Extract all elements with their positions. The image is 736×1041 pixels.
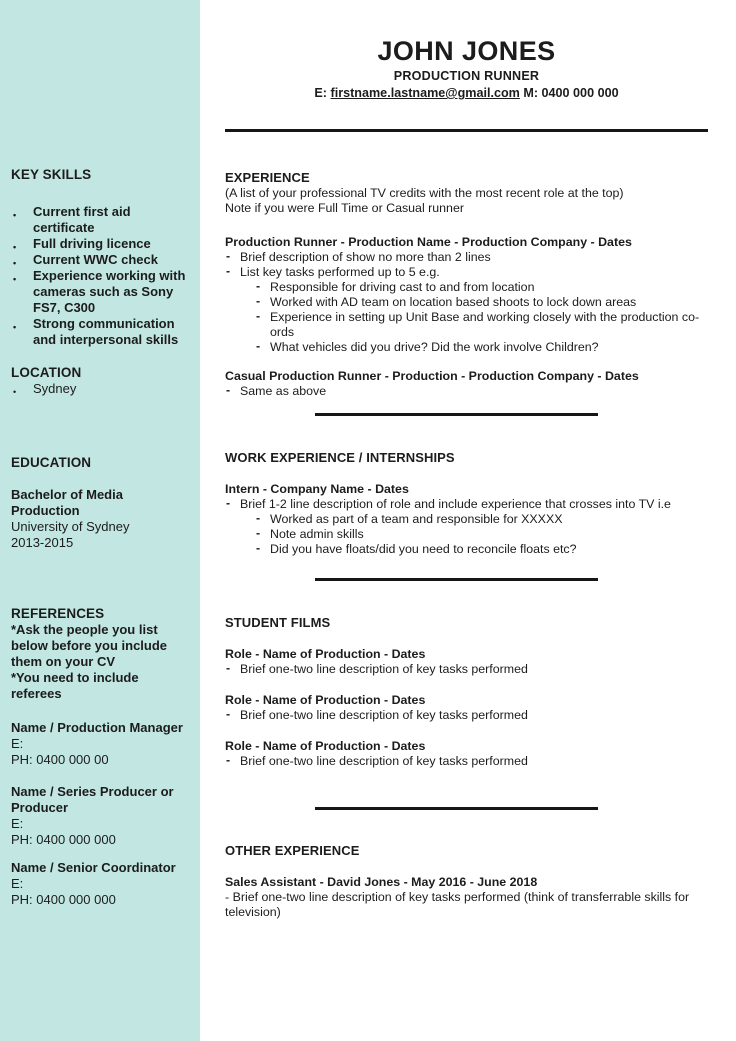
job-entry — [225, 875, 708, 920]
section-experience — [225, 170, 708, 416]
reference-entry — [11, 720, 192, 768]
list-item: - Did you have floats/did you need to reconcile floats etc? — [225, 542, 708, 557]
list-item: - Brief one-two line description of key tasks performed — [225, 708, 708, 723]
list-item: - Worked as part of a team and responsible for XXXXX — [225, 512, 708, 527]
list-item: • Full driving licence — [11, 236, 192, 252]
location-list — [11, 381, 192, 397]
candidate-name: JOHN JONES — [377, 36, 556, 66]
job-bullets — [225, 497, 708, 512]
contact-line — [225, 86, 708, 101]
education-school: University of Sydney — [11, 519, 130, 534]
education-dates: 2013-2015 — [11, 535, 74, 550]
reference-phone: PH: 0400 000 00 — [11, 752, 109, 767]
list-item: • Current WWC check — [11, 252, 192, 268]
reference-name: Name / Senior Coordinator — [11, 860, 176, 875]
work-experience-heading: WORK EXPERIENCE / INTERNSHIPS — [225, 450, 455, 465]
job-title: Role - Name of Production - Dates — [225, 739, 426, 753]
list-item: • Strong communication and interpersonal skills — [11, 316, 192, 348]
student-films-heading: STUDENT FILMS — [225, 615, 331, 630]
experience-heading: EXPERIENCE — [225, 170, 310, 185]
list-item: • Sydney — [11, 381, 192, 397]
reference-name: Name / Series Producer or Producer — [11, 784, 174, 815]
references-note: *You need to include referees — [11, 670, 139, 701]
header-rule — [225, 129, 708, 132]
job-entry — [225, 235, 708, 355]
job-entry — [225, 482, 708, 557]
list-item: - Note admin skills — [225, 527, 708, 542]
job-entry — [225, 693, 708, 723]
job-bullets — [225, 250, 708, 280]
job-bullets — [225, 384, 708, 399]
email-link[interactable]: firstname.lastname@gmail.com — [330, 86, 520, 100]
job-title: Production Runner - Production Name - Production Company - Dates — [225, 235, 632, 249]
resume-header — [225, 36, 708, 132]
mobile-number: M: 0400 000 000 — [519, 86, 619, 100]
job-entry — [225, 369, 708, 399]
job-bullets — [225, 708, 708, 723]
key-skills-heading: KEY SKILLS — [11, 167, 92, 182]
references-note: *Ask the people you list below before you include them on your CV — [11, 622, 168, 669]
reference-phone: PH: 0400 000 000 — [11, 892, 116, 907]
job-title: Sales Assistant - David Jones - May 2016 - June 2018 — [225, 875, 538, 889]
job-entry — [225, 739, 708, 769]
list-item: - Responsible for driving cast to and from location — [225, 280, 708, 295]
list-item: - List key tasks performed up to 5 e.g. — [225, 265, 708, 280]
email-label: E: — [314, 86, 331, 100]
section-divider — [315, 413, 598, 416]
job-bullets — [225, 662, 708, 677]
list-item: - Worked with AD team on location based shoots to lock down areas — [225, 295, 708, 310]
job-title: Intern - Company Name - Dates — [225, 482, 409, 496]
reference-email: E: — [11, 816, 24, 831]
job-title: Role - Name of Production - Dates — [225, 647, 426, 661]
reference-phone: PH: 0400 000 000 — [11, 832, 116, 847]
experience-intro: Note if you were Full Time or Casual runner — [225, 201, 464, 215]
section-divider — [315, 807, 598, 810]
reference-entry — [11, 860, 192, 908]
sidebar — [0, 0, 200, 1041]
section-divider — [315, 578, 598, 581]
key-skills-list — [11, 204, 192, 348]
list-item: • Current first aid certificate — [11, 204, 192, 236]
job-sub-bullets — [225, 512, 708, 557]
reference-name: Name / Production Manager — [11, 720, 183, 735]
location-heading: LOCATION — [11, 365, 82, 380]
job-title: Casual Production Runner - Production - Production Company - Dates — [225, 369, 639, 383]
education-degree: Bachelor of Media Production — [11, 487, 123, 518]
job-title: Role - Name of Production - Dates — [225, 693, 426, 707]
reference-email: E: — [11, 876, 24, 891]
section-work-experience — [225, 450, 708, 581]
list-item: - What vehicles did you drive? Did the work involve Children? — [225, 340, 708, 355]
job-description: - Brief one-two line description of key tasks performed (think of transferrable skills for television) — [225, 890, 690, 919]
list-item: - Brief one-two line description of key tasks performed — [225, 662, 708, 677]
reference-email: E: — [11, 736, 24, 751]
references-heading: REFERENCES — [11, 606, 105, 621]
education-heading: EDUCATION — [11, 455, 92, 470]
list-item: • Experience working with cameras such as Sony FS7, C300 — [11, 268, 192, 316]
reference-entry — [11, 784, 192, 848]
list-item: - Same as above — [225, 384, 708, 399]
job-entry — [225, 647, 708, 677]
section-other-experience — [225, 843, 708, 920]
list-item: - Brief description of show no more than 2 lines — [225, 250, 708, 265]
job-bullets — [225, 754, 708, 769]
candidate-title: PRODUCTION RUNNER — [393, 69, 540, 83]
list-item: - Brief one-two line description of key tasks performed — [225, 754, 708, 769]
section-student-films — [225, 615, 708, 810]
job-sub-bullets — [225, 280, 708, 355]
list-item: - Brief 1-2 line description of role and include experience that crosses into TV i.e — [225, 497, 708, 512]
list-item: - Experience in setting up Unit Base and working closely with the production co-ords — [225, 310, 708, 340]
other-experience-heading: OTHER EXPERIENCE — [225, 843, 360, 858]
experience-intro: (A list of your professional TV credits with the most recent role at the top) — [225, 186, 624, 200]
resume-body — [225, 0, 708, 920]
